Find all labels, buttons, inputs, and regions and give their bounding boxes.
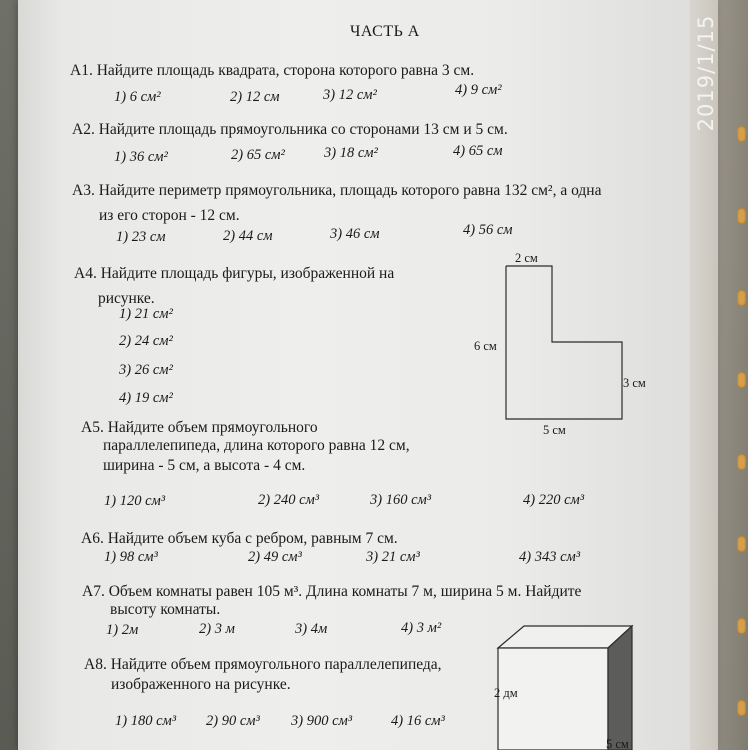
a5-option-3: 3) 160 см³ [370,492,432,508]
a3-option-1: 1) 23 см [116,229,166,245]
question-a3-cont: из его сторон - 12 см. [99,207,240,224]
question-a5: А5. Найдите объем прямоугольного [81,419,318,436]
question-a2: А2. Найдите площадь прямоугольника со сторонами 13 см и 5 см. [72,121,508,138]
a8-label-height: 2 дм [494,686,518,700]
a4-label-right: 3 см [623,376,646,390]
a1-option-2: 2) 12 см [230,89,280,105]
a2-option-3: 3) 18 см² [324,145,378,161]
question-a7: А7. Объем комнаты равен 105 м³. Длина комнаты 7 м, ширина 5 м. Найдите [82,583,582,600]
a2-option-2: 2) 65 см² [231,147,285,163]
a3-option-2: 2) 44 см [223,228,273,244]
a4-option-4: 4) 19 см² [119,390,173,406]
binder-hole [737,372,746,388]
binder-hole [737,454,746,470]
a1-option-1: 1) 6 см² [114,89,161,105]
binder-hole [737,618,746,634]
a8-option-1: 1) 180 см³ [115,713,177,729]
a4-figure-outline [506,266,622,419]
a4-label-top: 2 см [515,251,538,265]
binder-hole [737,208,746,224]
a6-option-3: 3) 21 см³ [366,549,420,565]
a4-option-3: 3) 26 см² [119,362,173,378]
question-a8-cont: изображенного на рисунке. [111,676,291,693]
a3-option-4: 4) 56 см [463,222,513,238]
a8-option-2: 2) 90 см³ [206,713,260,729]
question-a6: А6. Найдите объем куба с ребром, равным 7 см. [81,530,398,547]
binder-hole [737,126,746,142]
question-a3: А3. Найдите периметр прямоугольника, площадь которого равна 132 см², а одна [72,182,602,199]
a7-option-2: 2) 3 м [199,621,235,637]
a8-label-depth: 5 см [606,737,629,750]
a1-option-3: 3) 12 см² [323,87,377,103]
a4-option-1: 1) 21 см² [119,306,173,322]
a5-option-2: 2) 240 см³ [258,492,320,508]
date-stamp-text: 2019/1/15 [694,14,718,132]
a4-option-2: 2) 24 см² [119,333,173,349]
a8-box-side [608,626,632,750]
a8-option-4: 4) 16 см³ [391,713,445,729]
a3-option-3: 3) 46 см [330,226,380,242]
a2-option-1: 1) 36 см² [114,149,168,165]
a2-option-4: 4) 65 см [453,143,503,159]
a5-option-1: 1) 120 см³ [104,493,166,509]
question-a7-cont: высоту комнаты. [110,601,221,618]
binder-hole [737,700,746,716]
a1-option-4: 4) 9 см² [455,82,502,98]
date-stamp [686,8,726,138]
question-a5-cont1: параллелепипеда, длина которого равна 12 см, [103,437,410,454]
question-a1: А1. Найдите площадь квадрата, сторона которого равна 3 см. [70,62,475,79]
a4-label-left: 6 см [474,339,497,353]
question-a4: А4. Найдите площадь фигуры, изображенной на [74,265,395,282]
binder-hole [737,290,746,306]
a7-option-4: 4) 3 м² [401,620,442,636]
a4-figure [506,266,626,422]
question-a8: А8. Найдите объем прямоугольного параллелепипеда, [84,656,442,673]
a6-option-2: 2) 49 см³ [248,549,302,565]
a7-option-3: 3) 4м [295,621,328,637]
question-a5-cont2: ширина - 5 см, а высота - 4 см. [103,457,306,474]
question-a4-cont: рисунке. [98,290,155,307]
a8-option-3: 3) 900 см³ [291,713,353,729]
worksheet-page [18,0,718,750]
a8-figure [498,626,658,750]
a4-label-bottom: 5 см [543,423,566,437]
page-title: ЧАСТЬ А [350,23,420,40]
a7-option-1: 1) 2м [106,622,139,638]
a5-option-4: 4) 220 см³ [523,492,585,508]
binder-hole [737,536,746,552]
a6-option-1: 1) 98 см³ [104,549,158,565]
a6-option-4: 4) 343 см³ [519,549,581,565]
